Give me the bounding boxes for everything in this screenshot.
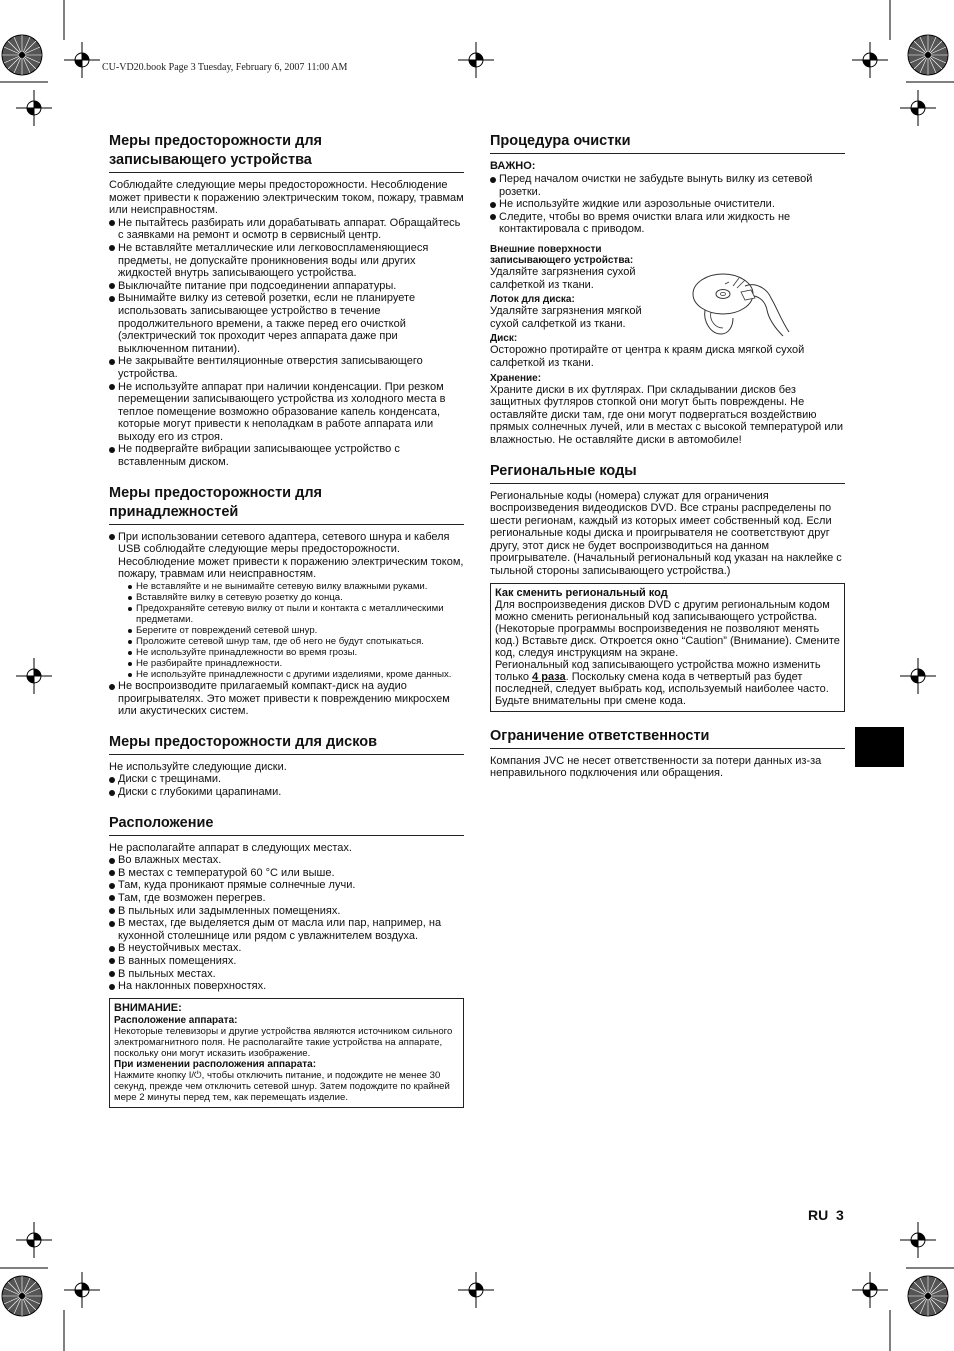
caution-text: Нажмите кнопку I/⏻, чтобы отключить питание, и подождите не менее 30 секунд, прежде чем отключить сетевой шнур. Затем подождите по крайней мере 2 минуты перед тем, как перемещать изделие.	[114, 1069, 450, 1103]
section-placement	[109, 814, 464, 1108]
sub-list-item: Не разбирайте принадлежности.	[127, 658, 464, 669]
list-item: Не пытайтесь разбирать или дорабатывать аппарат. Обращайтесь с заявками на ремонт и осмотр в сервисный центр.	[109, 217, 464, 242]
sub-list-item: Не вставляйте и не вынимайте сетевую вилку влажными руками.	[127, 581, 464, 592]
list-item: В ванных помещениях.	[109, 955, 464, 968]
accessories-list	[109, 531, 464, 718]
list-item-text: При использовании сетевого адаптера, сетевого шнура и кабеля USB соблюдайте следующие меры предосторожности. Несоблюдение может привести к поражению электрическим током, пожару, травмам или неисправностям.	[118, 530, 464, 581]
chapter-tab	[855, 727, 904, 767]
right-column	[490, 132, 845, 795]
section-title	[109, 484, 464, 525]
list-item: Диски с трещинами.	[109, 773, 464, 786]
cleaning-text: Удаляйте загрязнения мягкой сухой салфеткой из ткани.	[490, 305, 642, 330]
list-item: Диски с глубокими царапинами.	[109, 786, 464, 799]
list-item: В местах, где выделяется дым от масла или пар, например, на кухонной столешнице или рядом с увлажнителем воздуха.	[109, 917, 464, 942]
page-number	[808, 1207, 844, 1223]
sub-list	[118, 581, 464, 680]
list-item: Перед началом очистки не забудьте вынуть вилку из сетевой розетки.	[490, 173, 845, 198]
box-title: Как сменить региональный код	[495, 586, 668, 599]
list-item: В местах с температурой 60 °C или выше.	[109, 867, 464, 880]
section-disclaimer	[490, 727, 845, 780]
section-intro: Соблюдайте следующие меры предосторожности. Несоблюдение может привести к поражению электрическим током, пожару, травмам или неисправностям.	[109, 179, 464, 217]
cleaning-exterior	[490, 244, 680, 291]
section-title: Расположение	[109, 814, 464, 836]
cleaning-tray	[490, 294, 680, 330]
list-item: В неустойчивых местах.	[109, 942, 464, 955]
sub-list-item: Не используйте принадлежности во время грозы.	[127, 647, 464, 658]
placement-list	[109, 854, 464, 993]
caution-subtitle: При изменении расположения аппарата:	[114, 1058, 317, 1070]
cleaning-label: Лоток для диска:	[490, 294, 575, 306]
list-item: Там, куда проникают прямые солнечные лучи.	[109, 879, 464, 892]
box-text-part: . Поскольку смена кода в четвертый раз будет последней, следует выбрать код, используемый наиболее часто. Будьте внимательны при смене кода.	[495, 670, 829, 707]
section-region-codes	[490, 462, 845, 712]
cleaning-label: Хранение:	[490, 372, 542, 384]
list-item: Вынимайте вилку из сетевой розетки, если не планируете использовать записывающее устройство в течение продолжительного времени, а также перед его очисткой (электрический ток проходит через аппарата даже при выключенном питании).	[109, 292, 464, 355]
page-language: RU	[808, 1207, 829, 1223]
section-text: Компания JVC не несет ответственности за потери данных из-за неправильного подключения или обращения.	[490, 754, 822, 780]
list-item: Выключайте питание при подсоединении аппаратуры.	[109, 280, 464, 293]
list-item: Во влажных местах.	[109, 854, 464, 867]
section-recorder-precautions	[109, 132, 464, 469]
section-title	[109, 132, 464, 173]
box-text-limit	[495, 659, 840, 707]
list-item: Не воспроизводите прилагаемый компакт-диск на аудио проигрывателях. Это может привести к повреждению микросхем или акустических систем.	[109, 680, 464, 718]
cleaning-label: Внешние поверхности	[490, 243, 602, 255]
left-column	[109, 132, 464, 1108]
section-title: Процедура очистки	[490, 132, 845, 154]
box-text: Для воспроизведения дисков DVD с другим региональным кодом можно сменить региональный код записывающего устройства. (Некоторые программы воспроизведения не позволяют менять код.) Вставьте диск. Откроется окно “Caution” (Внимание). Смените код, следуя инструкциям на экране.	[495, 598, 840, 659]
cleaning-text: Осторожно протирайте от центра к краям диска мягкой сухой салфеткой из ткани.	[490, 344, 805, 369]
cleaning-label: Диск:	[490, 333, 518, 345]
sub-list-item: Предохраняйте сетевую вилку от пыли и контакта с металлическими предметами.	[127, 603, 464, 625]
list-item: Не закрывайте вентиляционные отверстия записывающего устройства.	[109, 355, 464, 380]
section-accessories-precautions	[109, 484, 464, 718]
list-item: Не используйте аппарат при наличии конденсации. При резком перемещении записывающего устройства из холодного места в теплое помещение возможно образование капель конденсата, которые могут привести к неполадкам в работе аппарата или выходу его из строя.	[109, 381, 464, 444]
cleaning-storage	[490, 373, 845, 447]
section-title-line2: принадлежностей	[109, 503, 239, 520]
caution-title: ВНИМАНИЕ:	[114, 1001, 182, 1014]
important-label: ВАЖНО:	[490, 160, 536, 172]
section-title-line2: записывающего устройства	[109, 152, 312, 168]
list-item: Не используйте жидкие или аэрозольные очистители.	[490, 198, 845, 211]
change-limit: 4 раза	[532, 670, 566, 683]
sub-list-item: Берегите от повреждений сетевой шнур.	[127, 625, 464, 636]
cleaning-label: записывающего устройства:	[490, 254, 634, 266]
sub-list-item: Вставляйте вилку в сетевую розетку до конца.	[127, 592, 464, 603]
caution-text: Некоторые телевизоры и другие устройства являются источником сильного электромагнитного поля. Не располагайте такие устройства на аппарате, поскольку они могут исказить изображение.	[114, 1025, 453, 1059]
cleaning-list	[490, 173, 845, 236]
region-change-box	[490, 583, 845, 712]
list-item: В пыльных или задымленных помещениях.	[109, 905, 464, 918]
sub-list-item: Проложите сетевой шнур там, где об него не будут спотыкаться.	[127, 636, 464, 647]
cleaning-text: Удаляйте загрязнения сухой салфеткой из ткани.	[490, 265, 636, 291]
precautions-list	[109, 217, 464, 469]
list-item: Там, где возможен перегрев.	[109, 892, 464, 905]
cleaning-text: Храните диски в их футлярах. При складывании дисков без защитных футляров стопкой они могут быть повреждены. Не оставляйте диски там, где они могут подвергаться воздействию прямых солнечных лучей, или в местах с высокой температурой или влажностью. Не оставляйте диски в автомобиле!	[490, 383, 844, 446]
page-number-value: 3	[836, 1207, 844, 1223]
list-item: В пыльных местах.	[109, 968, 464, 981]
section-title: Ограничение ответственности	[490, 727, 845, 749]
caution-box	[109, 998, 464, 1108]
section-title-line1: Меры предосторожности для	[109, 133, 323, 149]
caution-subtitle: Расположение аппарата:	[114, 1014, 238, 1026]
section-intro: Не используйте следующие диски.	[109, 760, 287, 773]
section-title: Региональные коды	[490, 462, 845, 484]
section-text: Региональные коды (номера) служат для ограничения воспроизведения видеодисков DVD. Все страны распределены по шести регионам, каждый из которых имеет собственный код. Если региональные коды диска и проигрывателя не соответствуют друг другу, этот диск не будет воспроизводиться на данном проигрывателе. (Начальный региональный код указан на наклейке с тыльной стороны записывающего устройства.)	[490, 489, 842, 578]
section-intro: Не располагайте аппарат в следующих местах.	[109, 841, 352, 854]
list-item: Следите, чтобы во время очистки влага или жидкость не контактировала с приводом.	[490, 211, 845, 236]
list-item: Не вставляйте металлические или легковоспламеняющиеся предметы, не допускайте проникновения воды или других жидкостей внутрь записывающего устройства.	[109, 242, 464, 280]
list-item: На наклонных поверхностях.	[109, 980, 464, 993]
box-text-part: Региональный код записывающего устройства можно изменить только	[495, 658, 821, 683]
disc-list	[109, 773, 464, 798]
section-disc-precautions	[109, 733, 464, 799]
list-item	[109, 531, 464, 680]
list-item: Не подвергайте вибрации записывающее устройство с вставленным диском.	[109, 443, 464, 468]
section-title: Меры предосторожности для дисков	[109, 733, 464, 755]
disc-cleaning-illustration	[685, 262, 795, 342]
sub-list-item: Не используйте принадлежности с другими изделиями, кроме данных.	[127, 669, 464, 680]
section-title-line1: Меры предосторожности для	[109, 484, 323, 501]
file-header: CU-VD20.book Page 3 Tuesday, February 6, 2007 11:00 AM	[102, 62, 348, 73]
